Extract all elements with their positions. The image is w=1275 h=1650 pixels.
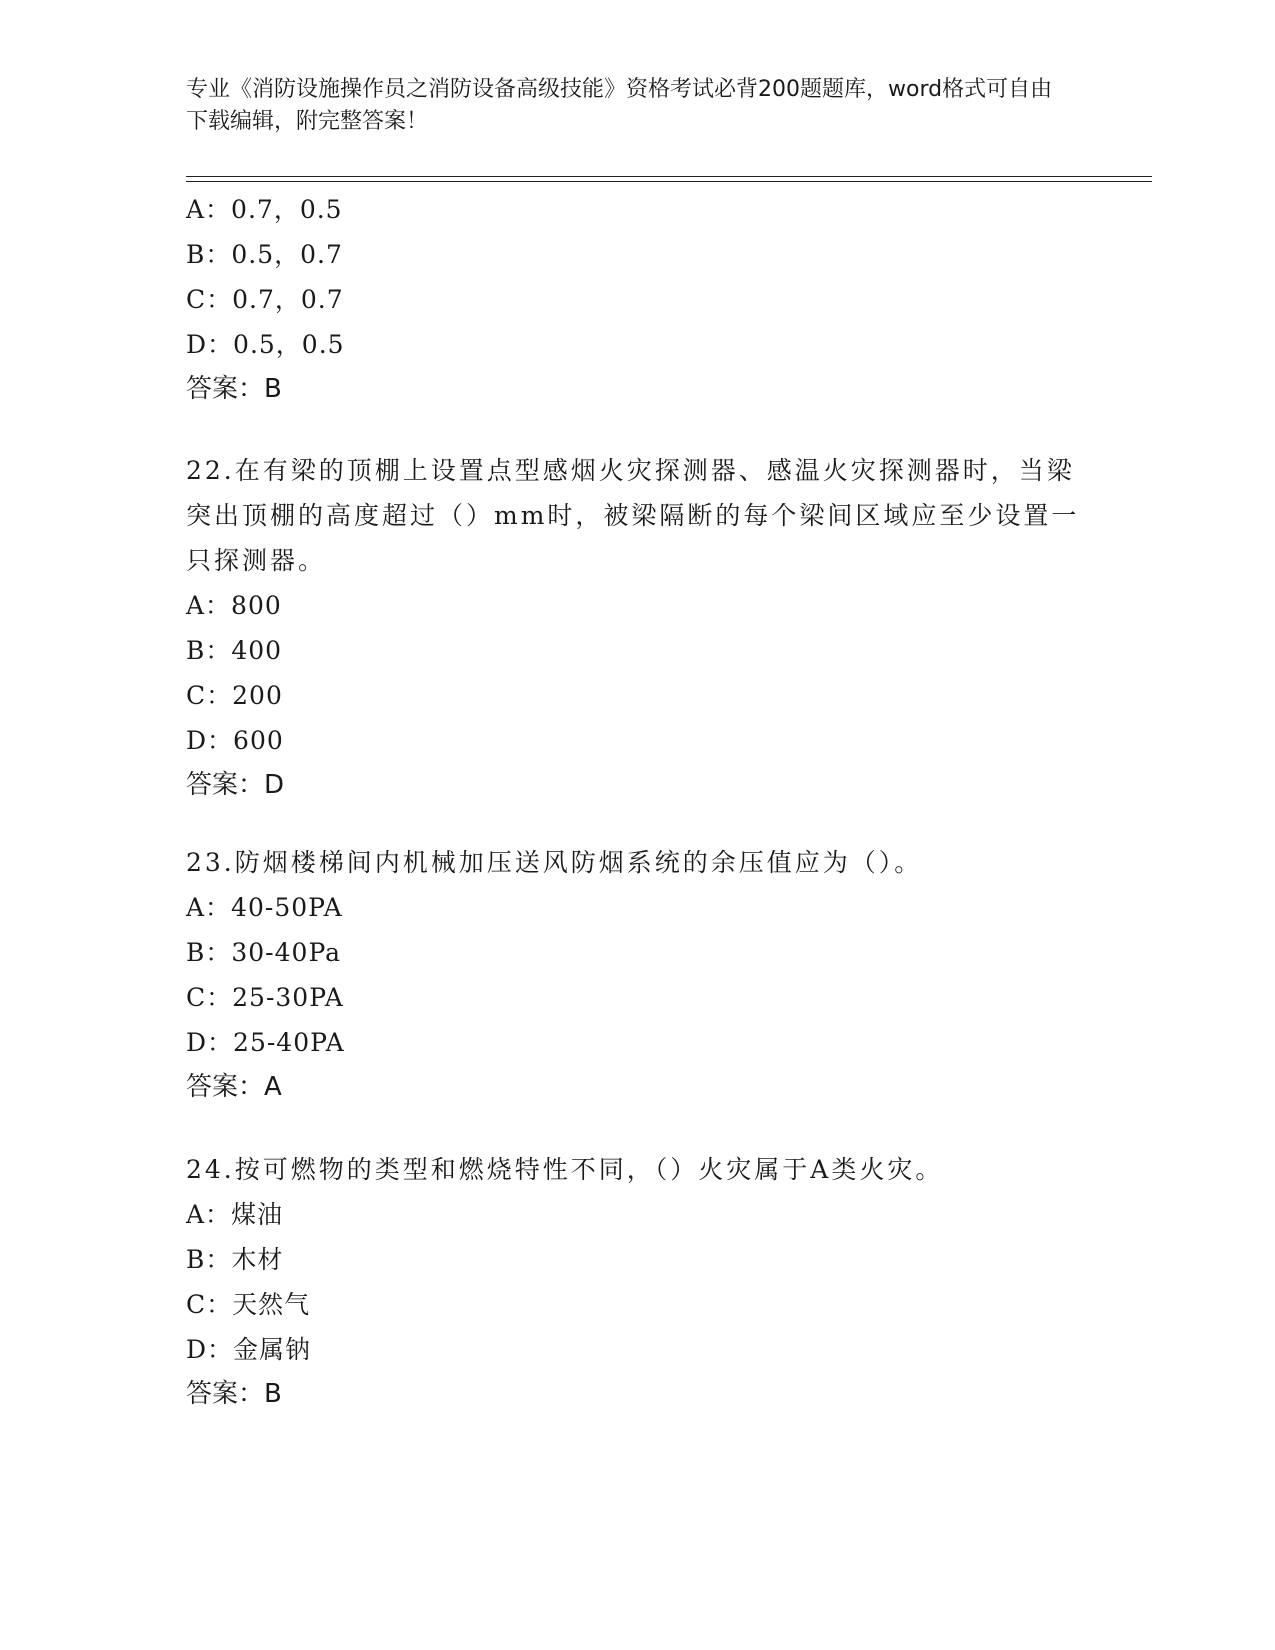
option-b: B：400 [186,636,283,665]
option-b: B：木材 [186,1245,284,1274]
question-24 [186,1147,1086,1417]
answer: 答案：B [186,1379,282,1409]
option-d: D：金属钠 [186,1335,312,1364]
option-c: C：天然气 [186,1290,311,1319]
header-divider-bottom [186,181,1152,182]
option-c: C：25-30PA [186,983,344,1012]
option-b: B：0.5，0.7 [186,240,343,269]
question-text: 22.在有梁的顶棚上设置点型感烟火灾探测器、感温火灾探测器时，当梁突出顶棚的高度超过（）mm时，被梁隔断的每个梁间区域应至少设置一只探测器。 [186,456,1080,575]
option-d: D：0.5，0.5 [186,330,345,359]
option-a: A：800 [186,591,282,620]
option-a: A：煤油 [186,1200,284,1229]
answer: 答案：A [186,1072,282,1102]
question-22 [186,448,1086,808]
question-21 [186,187,1086,412]
option-c: C：0.7，0.7 [186,285,344,314]
option-d: D：25-40PA [186,1028,345,1057]
option-d: D：600 [186,726,284,755]
answer: 答案：B [186,374,282,404]
header-divider-top [186,176,1152,177]
question-23 [186,840,1086,1110]
question-text: 23.防烟楼梯间内机械加压送风防烟系统的余压值应为（）。 [186,848,923,877]
answer: 答案：D [186,770,285,800]
option-a: A：40-50PA [186,893,343,922]
option-b: B：30-40Pa [186,938,342,967]
option-c: C：200 [186,681,283,710]
question-text: 24.按可燃物的类型和燃烧特性不同，（）火灾属于A类火灾。 [186,1155,944,1184]
document-header: 专业《消防设施操作员之消防设备高级技能》资格考试必背200题题库，word格式可自由下载编辑，附完整答案！ [186,77,1053,134]
option-a: A：0.7，0.5 [186,195,343,224]
